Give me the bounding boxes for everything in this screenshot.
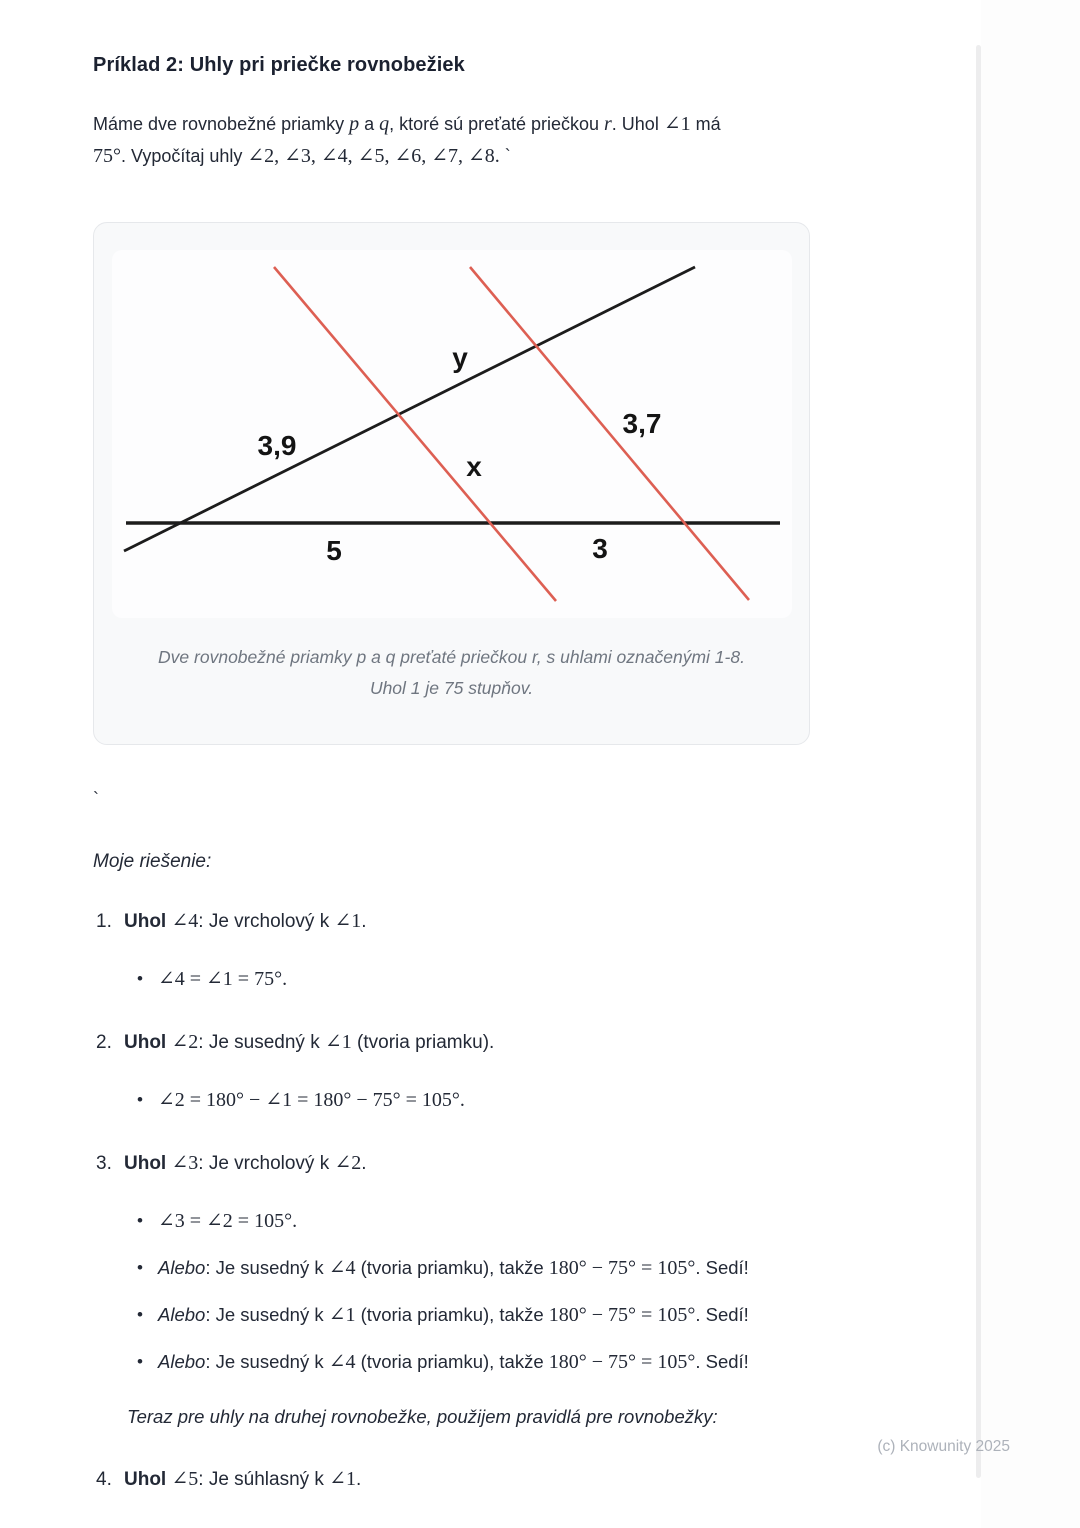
list-item: • Alebo: Je susedný k ∠4 (tvoria priamku), takže 180° − 75° = 105°. Sedí!: [93, 1348, 815, 1376]
solution-item-heading: 2. Uhol ∠2: Je susedný k ∠1 (tvoria priamku).: [93, 1029, 815, 1056]
list-number: 4.: [96, 1469, 112, 1490]
list-item: • ∠3 = ∠2 = 105°.: [93, 1207, 815, 1235]
label-3-7: 3,7: [622, 408, 661, 439]
bullet-dot-icon: •: [137, 1352, 143, 1371]
solution-item-heading: 3. Uhol ∠3: Je vrcholový k ∠2.: [93, 1150, 815, 1177]
label-3: 3: [591, 533, 608, 564]
solution-heading: Moje riešenie:: [93, 851, 212, 872]
figure-caption-line2: Uhol 1 je 75 stupňov.: [369, 678, 534, 698]
solution-item-heading: 4. Uhol ∠5: Je súhlasný k ∠1.: [93, 1466, 815, 1493]
scrollbar-track[interactable]: [976, 45, 981, 1478]
label-3-9: 3,9: [257, 430, 296, 461]
solution-note: Teraz pre uhly na druhej rovnobežke, použijem pravidlá pre rovnobežky:: [127, 1406, 718, 1427]
label-5: 5: [325, 535, 342, 566]
list-item: • ∠4 = ∠1 = 75°.: [93, 965, 815, 993]
copyright-watermark: (c) Knowunity 2025: [877, 1438, 1010, 1455]
list-number: 2.: [96, 1032, 112, 1053]
list-item: • ∠2 = 180° − ∠1 = 180° − 75° = 105°.: [93, 1086, 815, 1114]
solution-item-2: [93, 1029, 815, 1114]
bullet-dot-icon: •: [137, 969, 143, 988]
label-x: x: [465, 451, 482, 482]
solution-item-4: [93, 1466, 815, 1493]
figure-caption: [94, 642, 809, 704]
solution-list: [93, 908, 815, 1493]
stray-backtick: `: [93, 789, 99, 809]
problem-statement: Máme dve rovnobežné priamky p a q, ktoré sú preťaté priečkou r. Uhol ∠1 má 75°. Vypočítaj uhly ∠2, ∠3, ∠4, ∠5, ∠6, ∠7, ∠8. `: [93, 113, 721, 167]
document-content: [93, 52, 815, 1493]
list-number: 3.: [96, 1153, 112, 1174]
bullet-dot-icon: •: [137, 1305, 143, 1324]
bullet-dot-icon: •: [137, 1258, 143, 1277]
bullet-dot-icon: •: [137, 1211, 143, 1230]
list-item: • Alebo: Je susedný k ∠1 (tvoria priamku), takže 180° − 75° = 105°. Sedí!: [93, 1301, 815, 1329]
label-y: y: [451, 342, 468, 373]
solution-item-3: [93, 1150, 815, 1430]
parallel-lines-diagram: [112, 250, 792, 618]
bullet-dot-icon: •: [137, 1090, 143, 1109]
figure-caption-line1: Dve rovnobežné priamky p a q preťaté priečkou r, s uhlami označenými 1-8.: [158, 647, 745, 667]
diagram-image: [112, 250, 792, 618]
parallel-line-p: [274, 267, 556, 601]
diagonal-transversal-line: [124, 267, 695, 551]
figure-card: [93, 222, 810, 745]
solution-item-1: [93, 908, 815, 993]
solution-item-heading: 1. Uhol ∠4: Je vrcholový k ∠1.: [93, 908, 815, 935]
list-item: • Alebo: Je susedný k ∠4 (tvoria priamku), takže 180° − 75° = 105°. Sedí!: [93, 1254, 815, 1282]
page-right-margin: [981, 0, 1080, 1528]
list-number: 1.: [96, 911, 112, 932]
page-title: Príklad 2: Uhly pri priečke rovnobežiek: [93, 54, 465, 76]
